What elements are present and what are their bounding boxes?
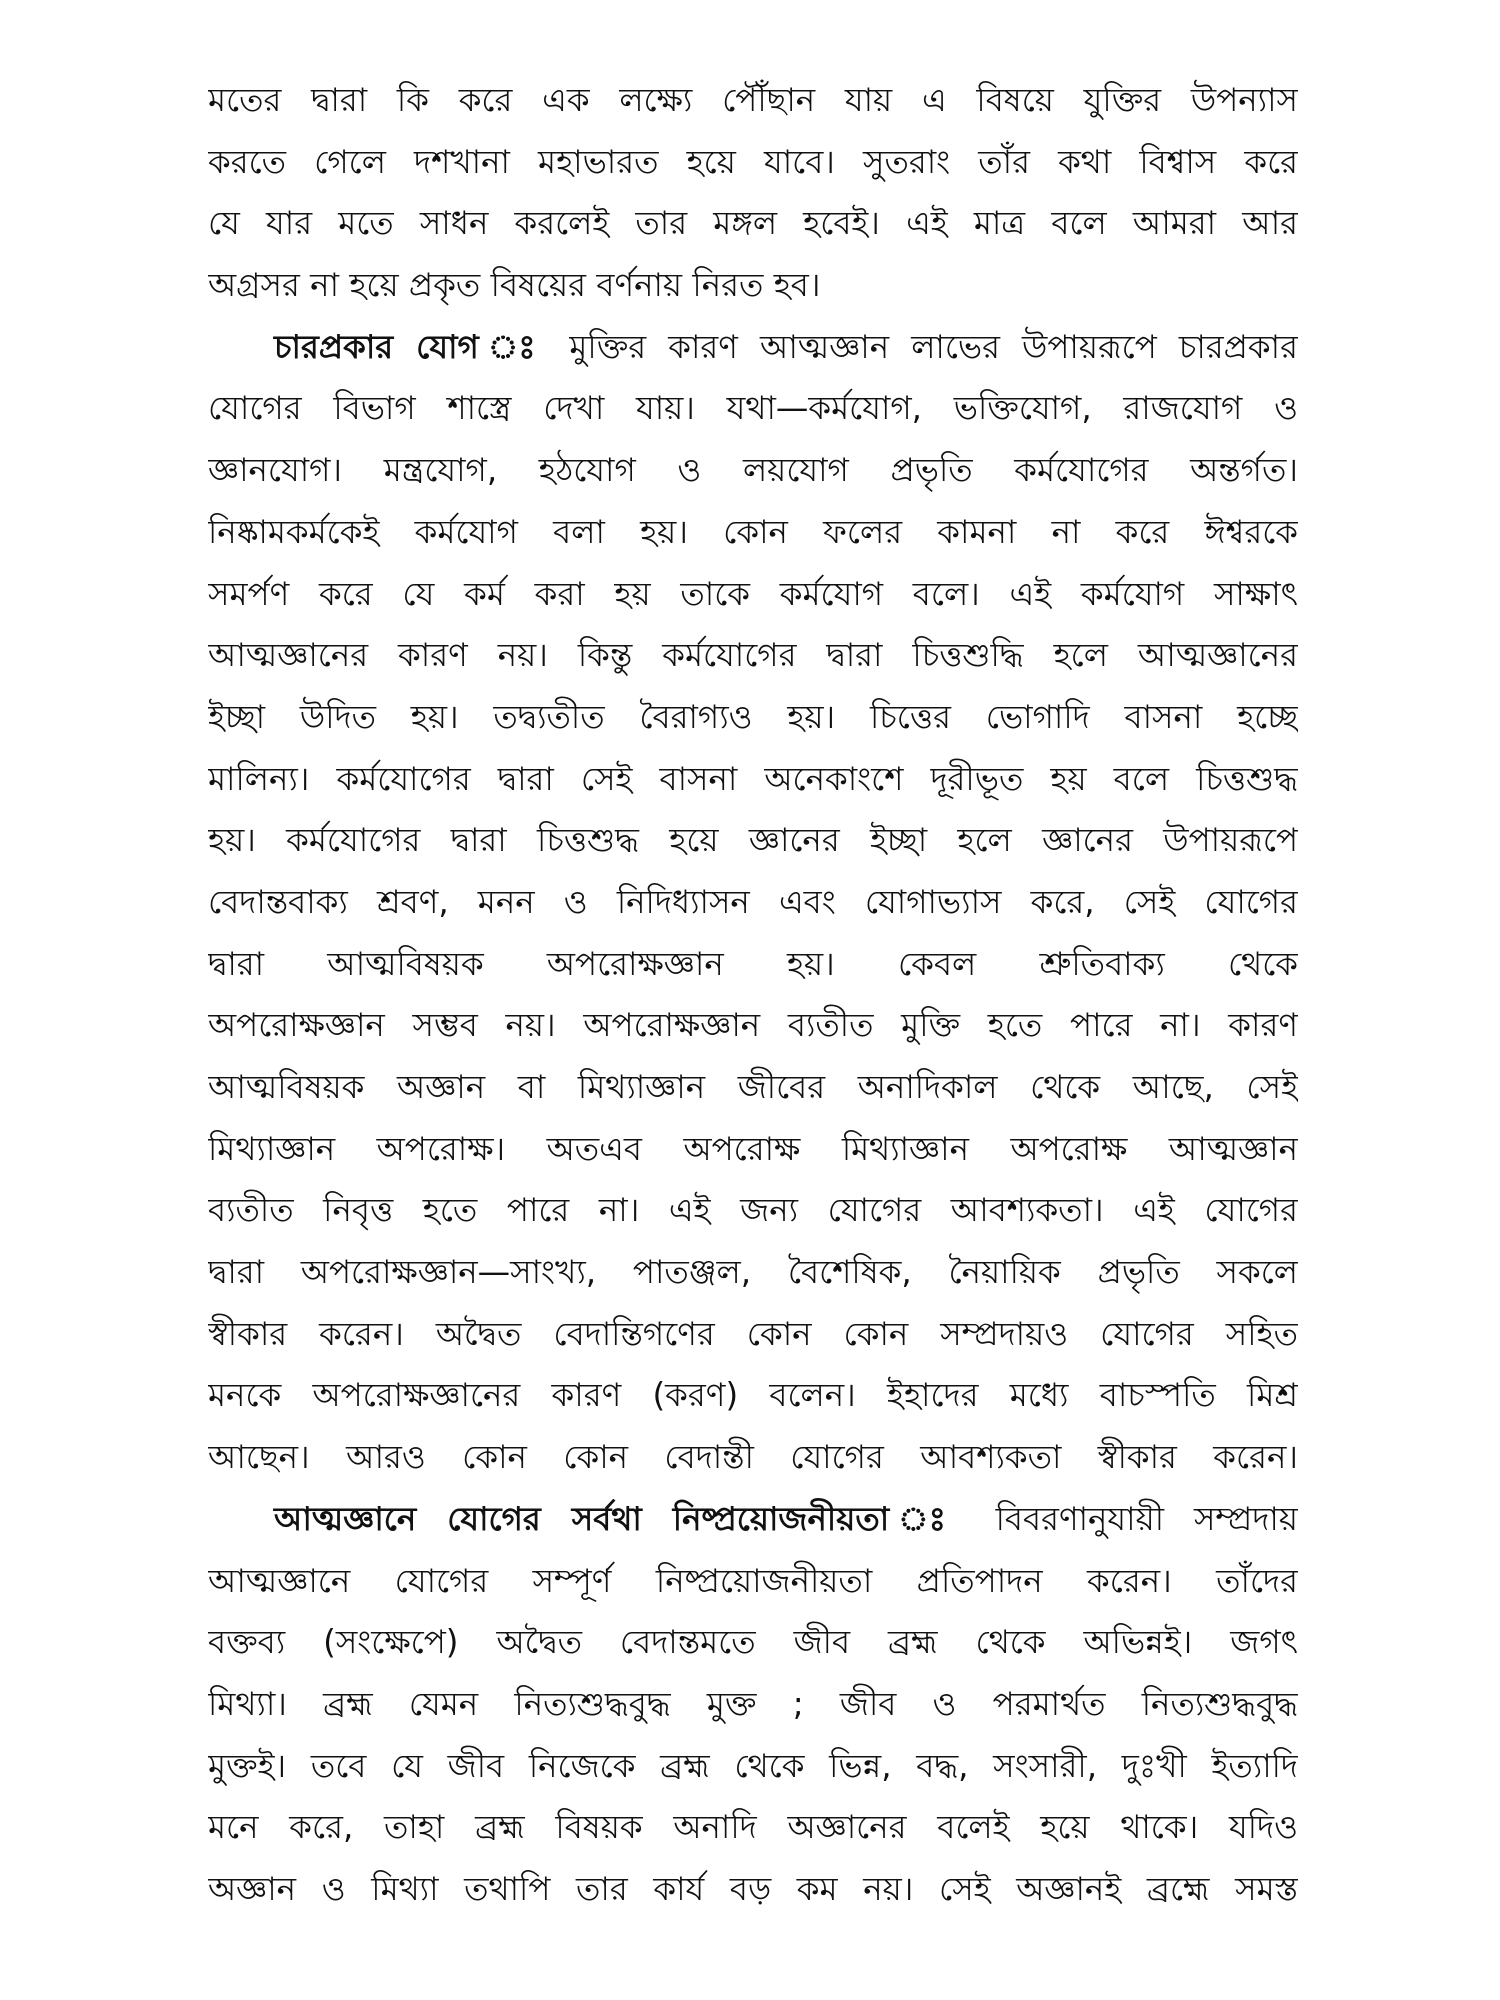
text-line: অপরোক্ষজ্ঞান সম্ভব নয়। অপরোক্ষজ্ঞান ব্যতীত মুক্তি হতে পারে না। কারণ bbox=[208, 1006, 1298, 1045]
paragraph-1 bbox=[208, 70, 1298, 317]
text-line: মুক্তই। তবে যে জীব নিজেকে ব্রহ্ম থেকে ভিন্ন, বদ্ধ, সংসারী, দুঃখী ইত্যাদি bbox=[208, 1746, 1298, 1785]
text-line: মালিন্য। কর্মযোগের দ্বারা সেই বাসনা অনেকাংশে দূরীভূত হয় বলে চিত্তশুদ্ধ bbox=[208, 759, 1298, 798]
text-line: যে যার মতে সাধন করলেই তার মঙ্গল হবেই। এই মাত্র বলে আমরা আর bbox=[208, 204, 1298, 243]
book-page bbox=[208, 70, 1298, 1921]
text-line: ব্যতীত নিবৃত্ত হতে পারে না। এই জন্য যোগের আবশ্যকতা। এই যোগের bbox=[208, 1191, 1298, 1230]
text-line: অজ্ঞান ও মিথ্যা তথাপি তার কার্য বড় কম নয়। সেই অজ্ঞানই ব্রহ্মে সমস্ত bbox=[208, 1869, 1298, 1908]
section-heading-four-yogas: চারপ্রকার যোগ ঃ bbox=[274, 327, 548, 366]
text-line: করতে গেলে দশখানা মহাভারত হয়ে যাবে। সুতরাং তাঁর কথা বিশ্বাস করে bbox=[208, 142, 1298, 181]
paragraph-3 bbox=[208, 1489, 1298, 1921]
text-line: আত্মবিষয়ক অজ্ঞান বা মিথ্যাজ্ঞান জীবের অনাদিকাল থেকে আছে, সেই bbox=[208, 1068, 1298, 1106]
text-line: আত্মজ্ঞানের কারণ নয়। কিন্তু কর্মযোগের দ্বারা চিত্তশুদ্ধি হলে আত্মজ্ঞানের bbox=[208, 636, 1298, 675]
text-line: মিথ্যা। ব্রহ্ম যেমন নিত্যশুদ্ধবুদ্ধ মুক্ত ; জীব ও পরমার্থত নিত্যশুদ্ধবুদ্ধ bbox=[208, 1684, 1298, 1723]
text-line bbox=[208, 1489, 1298, 1551]
text-line bbox=[208, 317, 1298, 379]
paragraph-2 bbox=[208, 317, 1298, 1489]
text-line: হয়। কর্মযোগের দ্বারা চিত্তশুদ্ধ হয়ে জ্ঞানের ইচ্ছা হলে জ্ঞানের উপায়রূপে bbox=[208, 821, 1298, 860]
section-heading-yoga-unnecessary: আত্মজ্ঞানে যোগের সর্বথা নিষ্প্রয়োজনীয়তা ঃ bbox=[274, 1499, 966, 1538]
text-line: মনকে অপরোক্ষজ্ঞানের কারণ (করণ) বলেন। ইহাদের মধ্যে বাচস্পতি মিশ্র bbox=[208, 1376, 1298, 1415]
text-line: দ্বারা আত্মবিষয়ক অপরোক্ষজ্ঞান হয়। কেবল শ্রুতিবাক্য থেকে bbox=[208, 944, 1298, 983]
text-line: মতের দ্বারা কি করে এক লক্ষ্যে পৌঁছান যায় এ বিষয়ে যুক্তির উপন্যাস bbox=[208, 81, 1298, 119]
text-line: বক্তব্য (সংক্ষেপে) অদ্বৈত বেদান্তমতে জীব ব্রহ্ম থেকে অভিন্নই। জগৎ bbox=[208, 1623, 1298, 1662]
text-line: যোগের বিভাগ শাস্ত্রে দেখা যায়। যথা—কর্মযোগ, ভক্তিযোগ, রাজযোগ ও bbox=[208, 389, 1298, 428]
text-line: বেদান্তবাক্য শ্রবণ, মনন ও নিদিধ্যাসন এবং যোগাভ্যাস করে, সেই যোগের bbox=[208, 882, 1298, 921]
text-line: আছেন। আরও কোন কোন বেদান্তী যোগের আবশ্যকতা স্বীকার করেন। bbox=[208, 1438, 1298, 1477]
text-line: ইচ্ছা উদিত হয়। তদ্ব্যতীত বৈরাগ্যও হয়। চিত্তের ভোগাদি বাসনা হচ্ছে bbox=[208, 697, 1298, 736]
text-line: অগ্রসর না হয়ে প্রকৃত বিষয়ের বর্ণনায় নিরত হব। bbox=[208, 266, 821, 305]
text-line: মনে করে, তাহা ব্রহ্ম বিষয়ক অনাদি অজ্ঞানের বলেই হয়ে থাকে। যদিও bbox=[208, 1808, 1298, 1847]
text-line: জ্ঞানযোগ। মন্ত্রযোগ, হঠযোগ ও লয়যোগ প্রভৃতি কর্মযোগের অন্তর্গত। bbox=[208, 451, 1298, 490]
text-line: দ্বারা অপরোক্ষজ্ঞান—সাংখ্য, পাতঞ্জল, বৈশেষিক, নৈয়ায়িক প্রভৃতি সকলে bbox=[208, 1253, 1298, 1292]
text-run: মুক্তির কারণ আত্মজ্ঞান লাভের উপায়রূপে চারপ্রকার bbox=[569, 327, 1298, 366]
text-line: সমর্পণ করে যে কর্ম করা হয় তাকে কর্মযোগ বলে। এই কর্মযোগ সাক্ষাৎ bbox=[208, 574, 1298, 613]
text-run: বিবরণানুযায়ী সম্প্রদায় bbox=[995, 1499, 1298, 1538]
text-line: মিথ্যাজ্ঞান অপরোক্ষ। অতএব অপরোক্ষ মিথ্যাজ্ঞান অপরোক্ষ আত্মজ্ঞান bbox=[208, 1129, 1298, 1168]
text-line: নিষ্কামকর্মকেই কর্মযোগ বলা হয়। কোন ফলের কামনা না করে ঈশ্বরকে bbox=[208, 512, 1298, 551]
text-line: আত্মজ্ঞানে যোগের সম্পূর্ণ নিষ্প্রয়োজনীয়তা প্রতিপাদন করেন। তাঁদের bbox=[208, 1561, 1298, 1600]
text-line: স্বীকার করেন। অদ্বৈত বেদান্তিগণের কোন কোন সম্প্রদায়ও যোগের সহিত bbox=[208, 1314, 1298, 1353]
